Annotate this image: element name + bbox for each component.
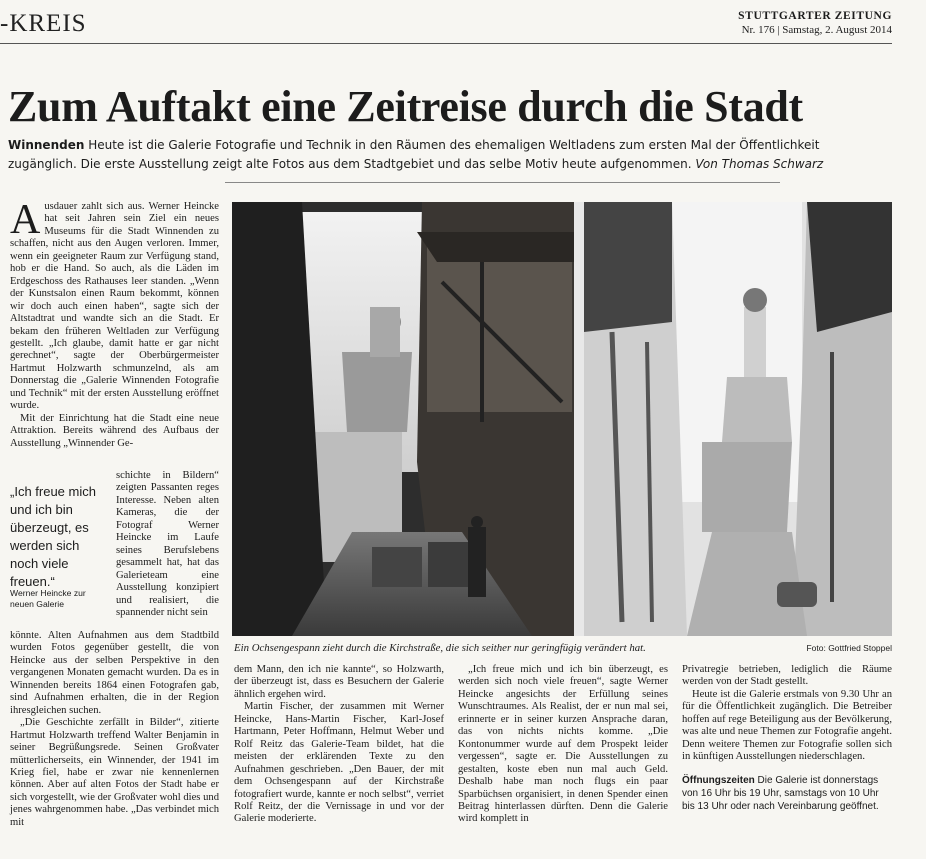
column-1-narrow [116, 470, 219, 619]
drop-cap: A [10, 197, 41, 243]
column-1-lower [10, 630, 219, 829]
header-rule [0, 43, 892, 44]
pull-quote-source: Werner Heincke zur neuen Galerie [10, 588, 86, 609]
col1-paragraph-2c: könnte. Alten Aufnahmen aus dem Stadtbild wurden Fotos gegenüber gestellt, die von Heincke aus der selben Perspektive in den vergangenen Monaten gemacht wurden. Da es in Winnenden bereits 1864 einen Fotografen gab, sind Aufnahmen erhalten, die in der Region ihresgleichen suchen. [10, 630, 219, 716]
col3-paragraph-1: „Ich freue mich und ich bin überzeugt, es werden sich noch viele freuen“, sagte Werner Heincke angesichts der Erfüllung seines Wunschtraumes. Als Realist, der er nun mal sei, erinnerte er in seiner kurzen Ansprache daran, das von nichts nichts komme. „Die Kontonummer wurde auf dem Prospekt leider vergessen“, sagte er. Die Ausstellungen zu gestalten, koste eben nun mal auch Geld. Deshalb habe man noch flugs ein paar Sparbüchsen organisiert, in denen Spender einen Beitrag hinterlassen dürften. Denn die Galerie wird komplett in [458, 664, 668, 825]
column-4 [682, 664, 892, 813]
headline: Zum Auftakt eine Zeitreise durch die Stadt [8, 82, 803, 131]
photo-credit: Foto: Gottfried Stoppel [806, 643, 892, 653]
lead-text: Heute ist die Galerie Fotografie und Technik in den Räumen des ehemaligen Weltladens zum ersten Mal der Öffentlichkeit zugänglich. Die erste Ausstellung zeigt alte Fotos aus dem Stadtgebiet und das selbe Motiv heute aufgenommen. [8, 138, 820, 171]
col1-paragraph-3: „Die Geschichte zerfällt in Bilder“, zitierte Hartmut Holzwarth treffend Walter Benjamin in seiner Begrüßungsrede. Seinen Großvater mütterlicherseits, ein Winnender, der 1941 im Krieg fiel, habe er zwar nie kennenlernen können. Aber auf alten Fotos der Stadt habe er sich vorgestellt, wie der Großvater wohl dies und jenes wahrgenommen habe. „Das verbindet mich mit [10, 717, 219, 828]
col1-paragraph-2a: Mit der Einrichtung hat die Stadt eine neue Attraktion. Bereits während des Aufbaus der Ausstellung „Winnender Ge- [10, 412, 219, 449]
opening-hours [682, 774, 892, 813]
lead-paragraph [8, 136, 868, 174]
col1-paragraph-1: usdauer zahlt sich aus. Werner Heincke hat seit Jahren sein Ziel ein neues Museums für die Stadt Winnenden zu schaffen, nicht aus den Augen verloren. Immer, wenn ein geeigneter Raum zur Verfügung stand, hob er die Hand. So auch, als die Läden im Erdgeschoss des Rathauses leer standen. „Wenn der Kunstsalon einen Raum bekommt, können wir doch auch einen haben“, sagte sich der Altstadtrat und wandte sich an die Stadt. Er bekam den früheren Weltladen zur Verfügung gestellt. „Ich glaube, damit hatte er gar nicht gerechnet“, sagte der Oberbürgermeister Hartmut Holzwarth schmunzelnd, als am Donnerstag die „Galerie Winnenden Fotografie und Technik“ mit der ersten Ausstellung eröffnet wurde. [10, 201, 219, 412]
pull-quote: „Ich freue mich und ich bin überzeugt, es werden sich noch viele freuen.“ [10, 484, 96, 589]
opening-hours-label: Öffnungszeiten [682, 774, 755, 786]
article-photo [232, 202, 892, 636]
col2-paragraph-1: dem Mann, den ich nie kannte“, so Holzwarth, der überzeugt ist, dass es Besuchern der Galerie ähnlich ergehen wird. [234, 664, 444, 700]
column-2 [234, 664, 444, 826]
lead-place: Winnenden [8, 138, 85, 152]
col4-paragraph-2: Heute ist die Galerie erstmals von 9.30 Uhr an für die Öffentlichkeit zugänglich. Die Betreiber hoffen auf rege Beteiligung aus der Bevölkerung, was alte und neue Themen zur Fotografie angeht. Denn weitere Themen zur Fotografie sollen sich in künftigen Ausstellungen niederschlagen. [682, 688, 892, 763]
issue-info: Nr. 176 | Samstag, 2. August 2014 [741, 24, 892, 36]
col2-paragraph-2: Martin Fischer, der zusammen mit Werner Heincke, Hans-Martin Fischer, Karl-Josef Hartmann, Peter Hoffmann, Helmut Weber und Rolf Reitz das Galerie-Team bildet, hat die meisten der erklärenden Texte zu den Aufnahmen geschrieben. „Den Bauer, der mit dem Ochsengespann auf der Kirchstraße fotografiert wurde, kannte er noch selbst“, verriet Rolf Reitz, der die Vernissage in und vor der Galerie moderierte. [234, 701, 444, 825]
photo-caption: Ein Ochsengespann zieht durch die Kirchstraße, die sich seither nur geringfügig verändert hat. [234, 642, 646, 654]
lead-rule [225, 182, 780, 183]
byline: Von Thomas Schwarz [695, 157, 824, 171]
col1-paragraph-2b: schichte in Bildern“ zeigten Passanten reges Interesse. Neben alten Kameras, die der Fotograf Werner Heincke im Laufe seines Berufslebens gesammelt hat, hat das Galerieteam eine Ausstellung konzipiert und realisiert, die spannender nicht sein [116, 470, 219, 618]
photo-illustration [232, 202, 892, 636]
newspaper-name: STUTTGARTER ZEITUNG [738, 10, 892, 22]
column-1-upper [10, 197, 219, 450]
opening-hours-text: Die Galerie ist donnerstags von 16 Uhr bis 19 Uhr, samstags von 10 Uhr bis 13 Uhr oder nach Vereinbarung geöffnet. [682, 774, 879, 812]
column-3 [458, 664, 668, 826]
col4-paragraph-1: Privatregie betrieben, lediglich die Räume werden von der Stadt gestellt. [682, 664, 892, 688]
section-title: -KREIS [0, 10, 87, 37]
